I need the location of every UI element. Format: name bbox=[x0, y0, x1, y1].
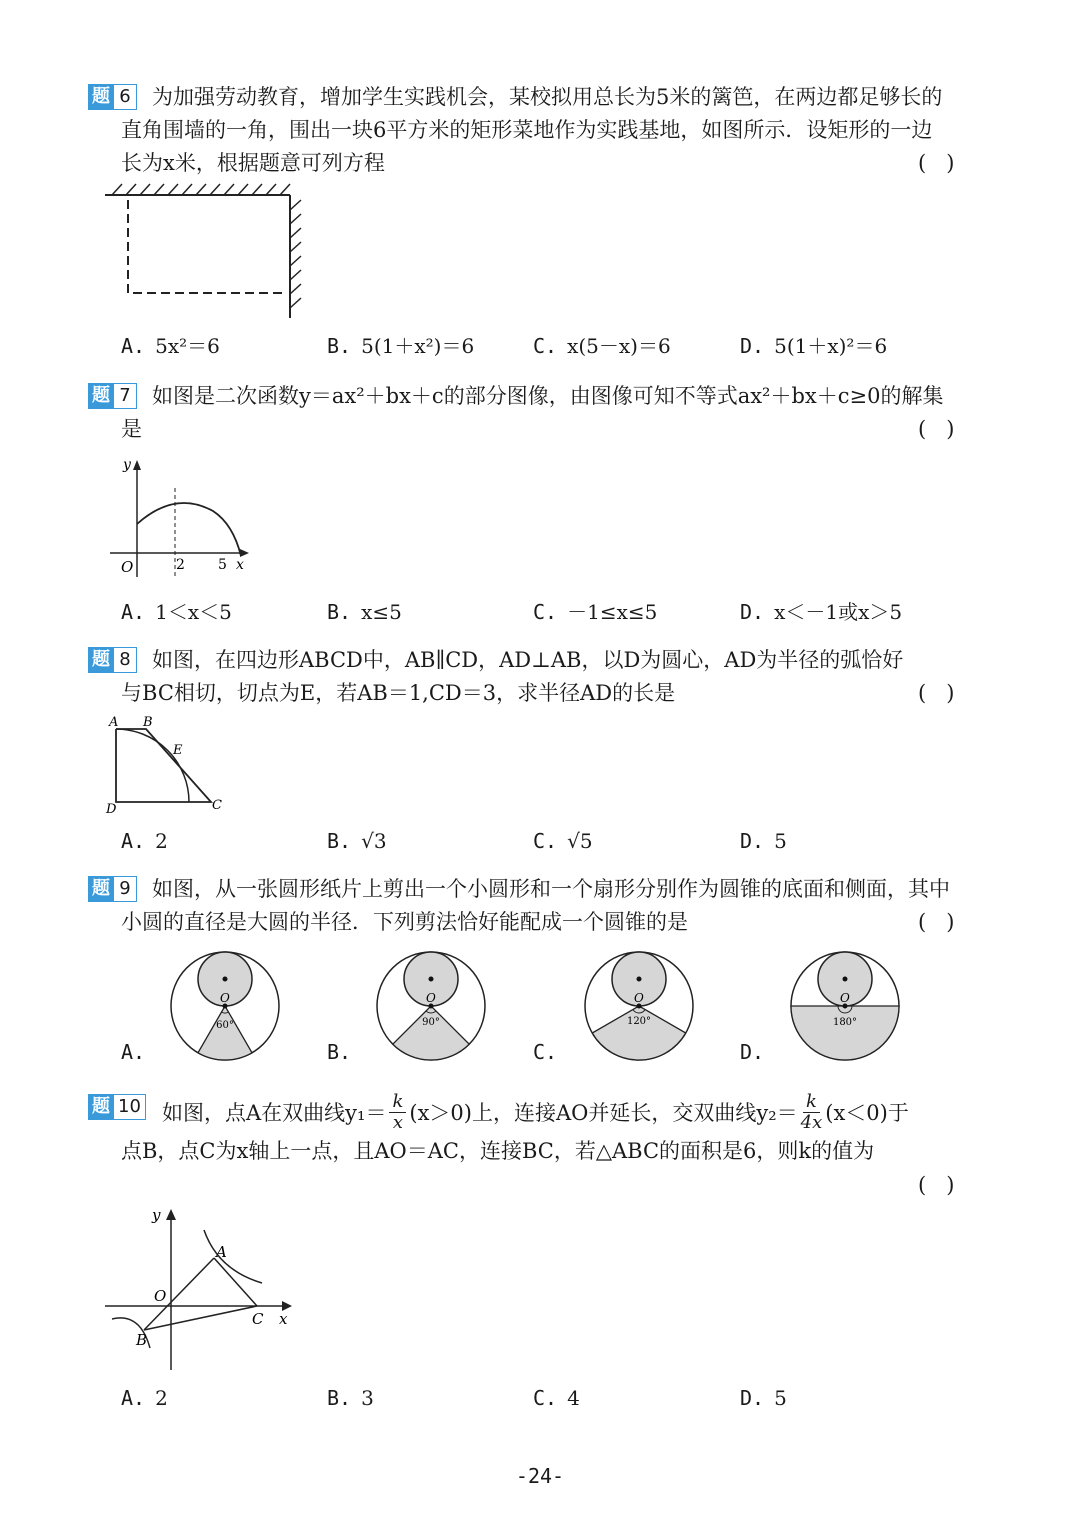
tick-label-5: 5 bbox=[218, 557, 227, 573]
cone-cut-figure-d bbox=[786, 948, 906, 1066]
y-axis-label: y bbox=[123, 457, 131, 473]
answer-paren: ( ) bbox=[918, 417, 955, 441]
cone-cut-figure-c bbox=[580, 948, 700, 1066]
option-a[interactable]: A. 5x²＝6 bbox=[121, 334, 220, 358]
question-10-line-2: 点B，点C为x轴上一点，且AO＝AC，连接BC，若△ABC的面积是6，则k的值为 bbox=[121, 1139, 875, 1163]
option-d[interactable]: D. 5 bbox=[740, 1386, 787, 1410]
fraction-k-over-x: k x bbox=[389, 1092, 406, 1133]
point-d-label: D bbox=[106, 802, 117, 817]
option-b[interactable]: B. bbox=[327, 1040, 352, 1064]
question-label: 题 bbox=[88, 84, 114, 110]
option-d[interactable]: D. x＜－1或x＞5 bbox=[740, 600, 903, 624]
question-6-line-2: 直角围墙的一角，围出一块6平方米的矩形菜地作为实践基地，如图所示．设矩形的一边 bbox=[121, 118, 933, 142]
sector-angle-label: 60° bbox=[216, 1020, 234, 1031]
center-label: O bbox=[634, 991, 644, 1005]
point-e-label: E bbox=[173, 743, 183, 758]
question-10-badge bbox=[88, 1094, 146, 1120]
parabola-figure bbox=[105, 452, 255, 582]
page-number: -24- bbox=[515, 1464, 565, 1488]
cone-cut-figure-a bbox=[166, 948, 286, 1066]
hyperbola-figure bbox=[100, 1200, 300, 1375]
option-b[interactable]: B. 3 bbox=[327, 1386, 374, 1410]
answer-paren: ( ) bbox=[918, 151, 955, 175]
origin-label: O bbox=[154, 1287, 167, 1305]
point-a-label: A bbox=[109, 715, 119, 730]
center-label: O bbox=[840, 991, 850, 1005]
option-d[interactable]: D. 5 bbox=[740, 829, 787, 853]
origin-label: O bbox=[121, 558, 134, 576]
question-7-badge bbox=[88, 383, 137, 409]
question-10-line-1: 如图，点A在双曲线y₁＝ k x (x＞0)上，连接AO并延长，交双曲线y₂＝ k 4x (x＜0)于 bbox=[162, 1091, 909, 1133]
option-d[interactable]: D. 5(1＋x)²＝6 bbox=[740, 334, 888, 358]
answer-paren: ( ) bbox=[918, 1173, 955, 1197]
fraction-k-over-4x: k 4x bbox=[800, 1091, 823, 1133]
question-number: 9 bbox=[114, 876, 137, 902]
question-number: 8 bbox=[114, 647, 137, 673]
question-6-badge bbox=[88, 84, 137, 110]
answer-paren: ( ) bbox=[918, 910, 955, 934]
question-9-line-2: 小圆的直径是大圆的半径．下列剪法恰好能配成一个圆锥的是 bbox=[121, 910, 688, 934]
option-a[interactable]: A. 2 bbox=[121, 1386, 168, 1410]
option-d[interactable]: D. bbox=[740, 1040, 765, 1064]
option-b[interactable]: B. 5(1＋x²)＝6 bbox=[327, 334, 475, 358]
question-number: 6 bbox=[114, 84, 137, 110]
x-axis-label: x bbox=[236, 557, 244, 573]
fence-figure bbox=[100, 180, 310, 322]
question-7-line-2: 是 bbox=[121, 417, 142, 441]
question-number: 10 bbox=[114, 1094, 146, 1120]
question-label: 题 bbox=[88, 383, 114, 409]
point-b-label: B bbox=[136, 1331, 148, 1349]
option-c[interactable]: C. bbox=[533, 1040, 558, 1064]
option-b[interactable]: B. x≤5 bbox=[327, 600, 402, 624]
sector-angle-label: 90° bbox=[422, 1017, 440, 1028]
question-8-badge bbox=[88, 647, 137, 673]
center-label: O bbox=[220, 991, 230, 1005]
question-8-line-1: 如图，在四边形ABCD中，AB∥CD，AD⊥AB，以D为圆心，AD为半径的弧恰好 bbox=[152, 648, 904, 672]
question-number: 7 bbox=[114, 383, 137, 409]
option-a[interactable]: A. 1＜x＜5 bbox=[121, 600, 232, 624]
point-c-label: C bbox=[212, 798, 222, 813]
option-b[interactable]: B. √3 bbox=[327, 829, 387, 853]
point-c-label: C bbox=[252, 1310, 264, 1328]
quadrilateral-figure bbox=[100, 712, 230, 817]
sector-angle-label: 180° bbox=[832, 1017, 858, 1028]
question-6-line-3: 长为x米，根据题意可列方程 bbox=[121, 151, 385, 175]
center-label: O bbox=[426, 991, 436, 1005]
question-8-line-2: 与BC相切，切点为E，若AB＝1,CD＝3，求半径AD的长是 bbox=[121, 681, 676, 705]
x-axis-label: x bbox=[279, 1310, 288, 1328]
option-c[interactable]: C. －1≤x≤5 bbox=[533, 600, 658, 624]
question-label: 题 bbox=[88, 876, 114, 902]
y-axis-label: y bbox=[152, 1206, 161, 1224]
cone-cut-figure-b bbox=[372, 948, 492, 1066]
option-a[interactable]: A. bbox=[121, 1040, 146, 1064]
tick-label-2: 2 bbox=[176, 557, 185, 573]
question-9-line-1: 如图，从一张圆形纸片上剪出一个小圆形和一个扇形分别作为圆锥的底面和侧面，其中 bbox=[152, 877, 950, 901]
point-b-label: B bbox=[143, 715, 153, 730]
question-label: 题 bbox=[88, 647, 114, 673]
answer-paren: ( ) bbox=[918, 681, 955, 705]
sector-angle-label: 120° bbox=[626, 1016, 652, 1027]
option-c[interactable]: C. √5 bbox=[533, 829, 593, 853]
option-c[interactable]: C. 4 bbox=[533, 1386, 580, 1410]
question-7-line-1: 如图是二次函数y＝ax²＋bx＋c的部分图像，由图像可知不等式ax²＋bx＋c≥0的解集 bbox=[152, 384, 944, 408]
question-6-line-1: 为加强劳动教育，增加学生实践机会，某校拟用总长为5米的篱笆，在两边都足够长的 bbox=[152, 85, 943, 109]
option-a[interactable]: A. 2 bbox=[121, 829, 168, 853]
question-label: 题 bbox=[88, 1094, 114, 1120]
point-a-label: A bbox=[216, 1243, 227, 1261]
question-9-badge bbox=[88, 876, 137, 902]
option-c[interactable]: C. x(5－x)＝6 bbox=[533, 334, 671, 358]
